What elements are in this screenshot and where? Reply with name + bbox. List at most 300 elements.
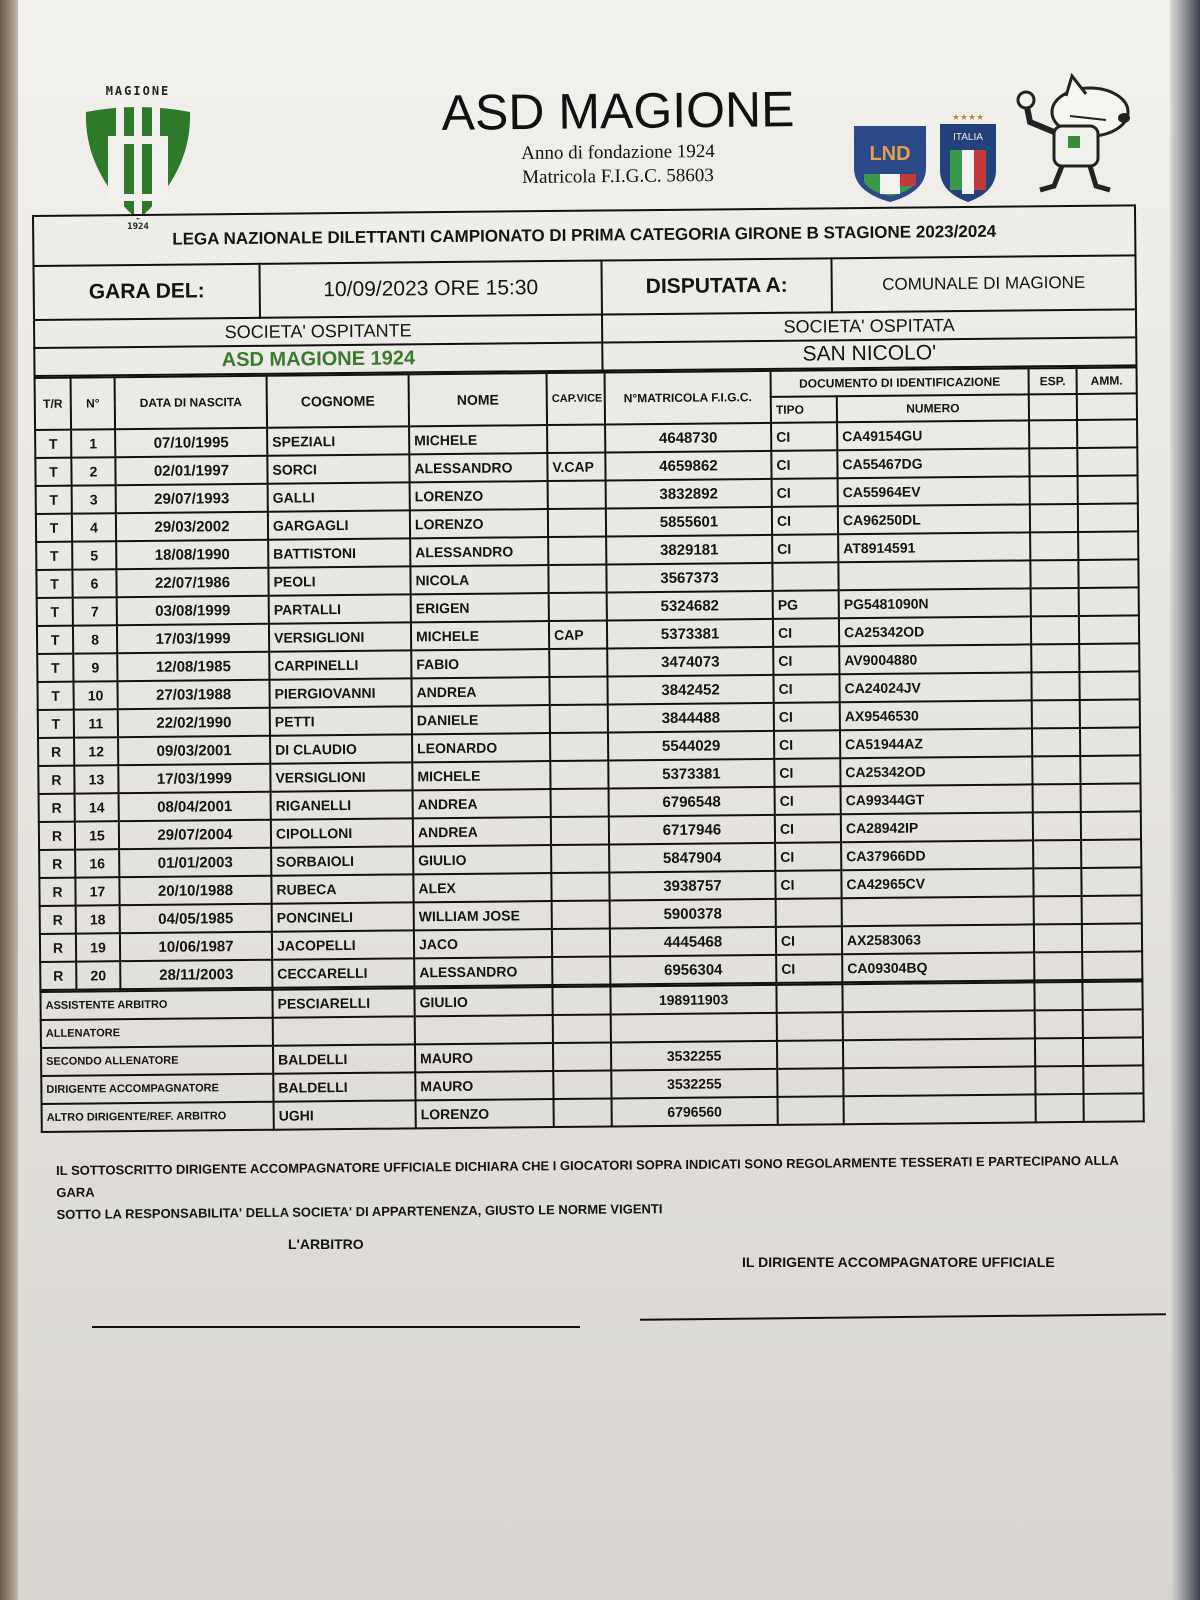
- cell-name: LORENZO: [410, 509, 548, 538]
- cell-dob: 10/06/1987: [120, 932, 272, 961]
- staff-blank-cell[interactable]: [777, 1068, 843, 1097]
- away-team-name: SAN NICOLO': [602, 337, 1136, 370]
- cell-surname: VERSIGLIONI: [270, 762, 412, 791]
- cell-name: GIULIO: [413, 845, 551, 874]
- cell-amm[interactable]: [1080, 727, 1140, 756]
- staff-name: [415, 1015, 553, 1044]
- cell-esp[interactable]: [1029, 420, 1077, 448]
- cell-surname: JACOPELLI: [272, 930, 414, 959]
- staff-blank-cell[interactable]: [842, 982, 1034, 1012]
- cell-tr: R: [39, 794, 75, 822]
- disputata-value: COMUNALE DI MAGIONE: [831, 255, 1136, 312]
- staff-surname: [273, 1016, 415, 1045]
- cell-name: ALESSANDRO: [414, 957, 552, 986]
- cell-numero: CA96250DL: [838, 504, 1030, 534]
- cell-matricola: 6796548: [609, 787, 775, 817]
- cell-tr: R: [38, 766, 74, 794]
- cell-matricola: 3842452: [607, 675, 773, 705]
- cell-name: LORENZO: [410, 481, 548, 510]
- cell-num: 12: [74, 737, 118, 765]
- cell-amm[interactable]: [1078, 559, 1138, 588]
- cell-cap: [550, 760, 608, 789]
- cell-esp[interactable]: [1033, 840, 1081, 868]
- staff-blank-cell[interactable]: [776, 984, 842, 1013]
- cell-surname: CARPINELLI: [269, 650, 411, 679]
- staff-blank-cell[interactable]: [843, 1094, 1035, 1124]
- cell-esp[interactable]: [1032, 700, 1080, 728]
- cell-amm[interactable]: [1082, 895, 1142, 924]
- cell-tipo: CI: [772, 534, 838, 563]
- cell-matricola: 4648730: [605, 423, 771, 453]
- cell-name: ANDREA: [413, 789, 551, 818]
- cell-surname: RUBECA: [271, 874, 413, 903]
- cell-tipo: CI: [775, 842, 841, 871]
- cell-surname: PEOLI: [268, 566, 410, 595]
- cell-tipo: CI: [774, 730, 840, 759]
- cell-surname: PARTALLI: [269, 594, 411, 623]
- cell-dob: 01/01/2003: [119, 848, 271, 877]
- staff-blank-cell[interactable]: [1035, 1038, 1083, 1066]
- cell-surname: CECCARELLI: [272, 958, 414, 987]
- cell-tipo: CI: [776, 954, 842, 983]
- cell-esp[interactable]: [1034, 952, 1082, 980]
- crest-year: 1924: [127, 222, 149, 232]
- cell-tr: R: [39, 822, 75, 850]
- cell-tr: R: [40, 962, 76, 990]
- cell-esp[interactable]: [1031, 672, 1079, 700]
- cell-dob: 27/03/1988: [117, 680, 269, 709]
- staff-blank-cell[interactable]: [843, 1038, 1035, 1068]
- cell-cap: [551, 872, 609, 901]
- cell-surname: VERSIGLIONI: [269, 622, 411, 651]
- cell-cap: [551, 816, 609, 845]
- cell-cap: [549, 676, 607, 705]
- home-team-label: SOCIETA' OSPITANTE: [34, 315, 602, 348]
- cell-name: DANIELE: [412, 705, 550, 734]
- cell-cap: [549, 648, 607, 677]
- svg-text:★★★★: ★★★★: [951, 112, 985, 122]
- cell-tipo: CI: [774, 702, 840, 731]
- cell-esp[interactable]: [1030, 476, 1078, 504]
- cell-surname: PIERGIOVANNI: [269, 678, 411, 707]
- match-sheet-form: [32, 204, 1153, 1133]
- staff-table: [39, 980, 1144, 1133]
- cell-name: MICHELE: [412, 761, 550, 790]
- col-cap: CAP.VICE: [547, 373, 605, 426]
- league-title: LEGA NAZIONALE DILETTANTI CAMPIONATO DI PRIMA CATEGORIA GIRONE B STAGIONE 2023/2024: [33, 205, 1135, 266]
- cell-dob: 17/03/1999: [118, 764, 270, 793]
- svg-text:LND: LND: [869, 143, 911, 165]
- cell-num: 14: [75, 793, 119, 821]
- col-surname: COGNOME: [267, 374, 409, 427]
- cell-amm[interactable]: [1078, 475, 1138, 504]
- cell-esp[interactable]: [1030, 560, 1078, 588]
- staff-role: DIRIGENTE ACCOMPAGNATORE: [41, 1074, 273, 1104]
- cell-esp[interactable]: [1030, 532, 1078, 560]
- cell-amm[interactable]: [1082, 951, 1142, 980]
- staff-blank-cell[interactable]: [1083, 1065, 1143, 1094]
- cell-amm[interactable]: [1080, 699, 1140, 728]
- cell-tr: T: [38, 710, 74, 738]
- cell-dob: 02/01/1997: [115, 456, 267, 485]
- cell-num: 6: [72, 569, 116, 597]
- cell-matricola: 3938757: [609, 871, 775, 901]
- cell-numero: CA99344GT: [841, 784, 1033, 814]
- cell-tr: T: [37, 626, 73, 654]
- staff-matricola: 3532255: [611, 1069, 777, 1099]
- cell-name: ANDREA: [413, 817, 551, 846]
- staff-name: MAURO: [415, 1071, 553, 1100]
- foundation-year: Anno di fondazione 1924: [521, 140, 715, 165]
- cell-tr: T: [36, 486, 72, 514]
- figc-italia-badge-icon: [936, 112, 1000, 209]
- cell-num: 10: [73, 681, 117, 709]
- cell-esp[interactable]: [1033, 812, 1081, 840]
- cell-name: MICHELE: [409, 425, 547, 454]
- cell-num: 7: [73, 597, 117, 625]
- cell-esp[interactable]: [1034, 896, 1082, 924]
- cell-dob: 12/08/1985: [117, 652, 269, 681]
- cell-surname: SORCI: [267, 454, 409, 483]
- staff-role: ALTRO DIRIGENTE/REF. ARBITRO: [42, 1102, 274, 1132]
- staff-matricola: 198911903: [610, 985, 776, 1015]
- cell-name: LEONARDO: [412, 733, 550, 762]
- cell-matricola: 3844488: [608, 703, 774, 733]
- cell-amm[interactable]: [1081, 867, 1141, 896]
- cell-num: 9: [73, 653, 117, 681]
- cell-surname: SORBAIOLI: [271, 846, 413, 875]
- col-tr: T/R: [35, 378, 71, 430]
- cell-matricola: 3832892: [606, 479, 772, 509]
- cell-numero: CA25342OD: [839, 616, 1031, 646]
- cell-amm[interactable]: [1081, 839, 1141, 868]
- cell-tr: T: [35, 458, 71, 486]
- cell-tr: R: [38, 738, 74, 766]
- cell-cap: [552, 928, 610, 957]
- cell-numero: AT8914591: [838, 532, 1030, 562]
- cell-numero: CA25342OD: [840, 756, 1032, 786]
- cell-name: ALESSANDRO: [409, 453, 547, 482]
- cell-dob: 29/07/2004: [119, 820, 271, 849]
- cell-tipo: [776, 898, 842, 927]
- cell-dob: 22/07/1986: [116, 568, 268, 597]
- cell-matricola: 4659862: [605, 451, 771, 481]
- cell-numero: AV9004880: [839, 644, 1031, 674]
- cell-surname: GARGAGLI: [268, 510, 410, 539]
- cell-cap: [551, 844, 609, 873]
- gara-label: GARA DEL:: [33, 264, 260, 320]
- declaration-line-2: SOTTO LA RESPONSABILITA' DELLA SOCIETA' DI APPARTENENZA, GIUSTO LE NORME VIGENTI: [56, 1201, 663, 1222]
- players-table: [34, 366, 1144, 991]
- cell-matricola: 6956304: [610, 955, 776, 985]
- staff-role: ASSISTENTE ARBITRO: [40, 990, 272, 1020]
- staff-surname: UGHI: [274, 1100, 416, 1129]
- staff-blank-cell[interactable]: [552, 986, 610, 1015]
- declaration-line-1: IL SOTTOSCRITTO DIRIGENTE ACCOMPAGNATORE UFFICIALE DICHIARA CHE I GIOCATORI SOPRA INDICATI SONO REGOLARMENTE TESSERATI E PARTECIPANO ALLA GARA: [56, 1152, 1119, 1200]
- cell-dob: 28/11/2003: [120, 960, 272, 989]
- staff-blank-cell[interactable]: [553, 1014, 611, 1043]
- cell-dob: 22/02/1990: [118, 708, 270, 737]
- cell-num: 5: [72, 541, 116, 569]
- cell-num: 2: [71, 457, 115, 485]
- col-esp-blank: [1029, 394, 1077, 420]
- cell-tipo: CI: [771, 422, 837, 451]
- cell-amm[interactable]: [1080, 755, 1140, 784]
- svg-text:ITALIA: ITALIA: [953, 132, 983, 143]
- col-amm: AMM.: [1077, 367, 1137, 394]
- staff-name: LORENZO: [416, 1099, 554, 1128]
- cell-amm[interactable]: [1079, 615, 1139, 644]
- cell-tipo: CI: [772, 506, 838, 535]
- cell-num: 15: [75, 821, 119, 849]
- staff-blank-cell[interactable]: [777, 1096, 843, 1125]
- cell-amm[interactable]: [1077, 447, 1137, 476]
- cell-esp[interactable]: [1033, 784, 1081, 812]
- cell-matricola: 5544029: [608, 731, 774, 761]
- cell-name: WILLIAM JOSE: [414, 901, 552, 930]
- staff-blank-cell[interactable]: [777, 1040, 843, 1069]
- staff-blank-cell[interactable]: [777, 1012, 843, 1041]
- staff-surname: BALDELLI: [273, 1072, 415, 1101]
- cell-tipo: PG: [773, 590, 839, 619]
- cell-esp[interactable]: [1032, 728, 1080, 756]
- cell-cap: [551, 788, 609, 817]
- crest-name: MAGIONE: [105, 84, 171, 98]
- club-title: ASD MAGIONE: [441, 81, 795, 141]
- cell-esp[interactable]: [1032, 756, 1080, 784]
- cell-name: MICHELE: [411, 621, 549, 650]
- cell-num: 1: [71, 429, 115, 457]
- signature-label-referee: L'ARBITRO: [288, 1236, 364, 1252]
- cell-name: JACO: [414, 929, 552, 958]
- cell-dob: 29/07/1993: [116, 484, 268, 513]
- cell-esp[interactable]: [1029, 448, 1077, 476]
- cell-num: 20: [76, 961, 120, 989]
- staff-blank-cell[interactable]: [1082, 981, 1142, 1010]
- cell-cap: [548, 481, 606, 510]
- cell-name: ANDREA: [411, 677, 549, 706]
- cell-numero: [842, 896, 1034, 926]
- away-team-label: SOCIETA' OSPITATA: [602, 309, 1136, 342]
- cell-matricola: 5373381: [608, 759, 774, 789]
- declaration: [56, 1150, 1147, 1226]
- cell-cap: [548, 537, 606, 566]
- cell-tr: R: [39, 850, 75, 878]
- cell-tipo: CI: [774, 758, 840, 787]
- cell-matricola: 5324682: [607, 591, 773, 621]
- cell-amm[interactable]: [1081, 811, 1141, 840]
- cell-tr: T: [35, 430, 71, 458]
- cell-amm[interactable]: [1078, 531, 1138, 560]
- cell-matricola: 4445468: [610, 927, 776, 957]
- cell-amm[interactable]: [1079, 643, 1139, 672]
- col-numero: NUMERO: [837, 394, 1029, 422]
- cell-tipo: CI: [772, 478, 838, 507]
- cell-cap: [550, 704, 608, 733]
- cell-cap: [552, 900, 610, 929]
- staff-blank-cell[interactable]: [553, 1042, 611, 1071]
- cell-tipo: CI: [775, 814, 841, 843]
- staff-blank-cell[interactable]: [1035, 1066, 1083, 1094]
- cell-cap: V.CAP: [547, 453, 605, 482]
- cell-cap: [548, 565, 606, 594]
- cell-dob: 20/10/1988: [119, 876, 271, 905]
- cell-num: 16: [75, 849, 119, 877]
- cell-esp[interactable]: [1033, 868, 1081, 896]
- cell-tr: R: [40, 934, 76, 962]
- cell-tr: T: [37, 654, 73, 682]
- cell-esp[interactable]: [1031, 644, 1079, 672]
- cell-esp[interactable]: [1030, 504, 1078, 532]
- cell-matricola: 3474073: [607, 647, 773, 677]
- cell-tipo: CI: [773, 646, 839, 675]
- cell-tipo: CI: [776, 926, 842, 955]
- col-dob: DATA DI NASCITA: [115, 376, 267, 429]
- cell-dob: 09/03/2001: [118, 736, 270, 765]
- cell-numero: AX2583063: [842, 924, 1034, 954]
- staff-matricola: 3532255: [611, 1041, 777, 1071]
- staff-surname: PESCIARELLI: [272, 988, 414, 1017]
- cell-cap: CAP: [549, 620, 607, 649]
- staff-role: SECONDO ALLENATORE: [41, 1046, 273, 1076]
- cell-numero: CA37966DD: [841, 840, 1033, 870]
- cell-tipo: [772, 562, 838, 591]
- cell-num: 11: [74, 709, 118, 737]
- col-doc: DOCUMENTO DI IDENTIFICAZIONE: [771, 368, 1029, 396]
- cell-amm[interactable]: [1081, 783, 1141, 812]
- staff-blank-cell[interactable]: [554, 1098, 612, 1127]
- cell-tipo: CI: [771, 450, 837, 479]
- cell-dob: 29/03/2002: [116, 512, 268, 541]
- cell-matricola: 5847904: [609, 843, 775, 873]
- cell-numero: [838, 560, 1030, 590]
- cell-num: 13: [74, 765, 118, 793]
- staff-blank-cell[interactable]: [843, 1066, 1035, 1096]
- staff-blank-cell[interactable]: [1035, 1010, 1083, 1038]
- cell-tr: R: [40, 906, 76, 934]
- cell-matricola: 3567373: [606, 563, 772, 593]
- cell-esp[interactable]: [1034, 924, 1082, 952]
- staff-blank-cell[interactable]: [843, 1010, 1035, 1040]
- staff-blank-cell[interactable]: [553, 1070, 611, 1099]
- cell-num: 19: [76, 933, 120, 961]
- cell-num: 3: [72, 485, 116, 513]
- col-amm-blank: [1077, 393, 1137, 420]
- cell-amm[interactable]: [1082, 923, 1142, 952]
- figc-matricola: Matricola F.I.G.C. 58603: [522, 164, 714, 189]
- cell-matricola: 6717946: [609, 815, 775, 845]
- cell-surname: RIGANELLI: [271, 790, 413, 819]
- cell-esp[interactable]: [1031, 616, 1079, 644]
- cell-tr: T: [36, 514, 72, 542]
- cell-dob: 18/08/1990: [116, 540, 268, 569]
- signature-line-referee[interactable]: [92, 1326, 580, 1328]
- cell-tr: T: [36, 542, 72, 570]
- cell-dob: 07/10/1995: [115, 428, 267, 457]
- cell-amm[interactable]: [1078, 503, 1138, 532]
- col-matricola: N°MATRICOLA F.I.G.C.: [605, 371, 771, 425]
- staff-matricola: [611, 1013, 777, 1043]
- staff-name: GIULIO: [414, 987, 552, 1016]
- cell-numero: CA24024JV: [839, 672, 1031, 702]
- cell-name: ALESSANDRO: [410, 537, 548, 566]
- cell-cap: [547, 425, 605, 454]
- lnd-badge-icon: [850, 122, 930, 209]
- cell-tipo: CI: [775, 870, 841, 899]
- cell-dob: 17/03/1999: [117, 624, 269, 653]
- cell-numero: CA51944AZ: [840, 728, 1032, 758]
- background-right-edge: [1170, 0, 1200, 1600]
- staff-blank-cell[interactable]: [1083, 1037, 1143, 1066]
- header-table: [32, 204, 1138, 377]
- cell-tr: R: [39, 878, 75, 906]
- cell-amm[interactable]: [1079, 671, 1139, 700]
- cell-tipo: CI: [775, 786, 841, 815]
- cell-numero: PG5481090N: [839, 588, 1031, 618]
- staff-blank-cell[interactable]: [1035, 1094, 1083, 1122]
- gara-value: 10/09/2023 ORE 15:30: [259, 261, 602, 318]
- cell-numero: CA55467DG: [837, 448, 1029, 478]
- mascot-dog-icon: [1010, 72, 1140, 207]
- cell-dob: 04/05/1985: [120, 904, 272, 933]
- staff-blank-cell[interactable]: [1083, 1009, 1143, 1038]
- cell-numero: CA28942IP: [841, 812, 1033, 842]
- cell-amm[interactable]: [1079, 587, 1139, 616]
- col-num: N°: [71, 377, 115, 429]
- cell-tr: T: [37, 682, 73, 710]
- cell-name: FABIO: [411, 649, 549, 678]
- cell-cap: [548, 509, 606, 538]
- cell-name: ALEX: [413, 873, 551, 902]
- cell-numero: AX9546530: [840, 700, 1032, 730]
- staff-name: MAURO: [415, 1043, 553, 1072]
- cell-amm[interactable]: [1077, 419, 1137, 448]
- cell-surname: SPEZIALI: [267, 426, 409, 455]
- cell-tr: T: [36, 570, 72, 598]
- col-tipo: TIPO: [771, 396, 837, 423]
- staff-blank-cell[interactable]: [1083, 1093, 1143, 1122]
- cell-tr: T: [37, 598, 73, 626]
- cell-cap: [552, 956, 610, 985]
- cell-dob: 08/04/2001: [119, 792, 271, 821]
- disputata-label: DISPUTATA A:: [601, 258, 832, 314]
- badges-group: [850, 72, 1150, 212]
- cell-matricola: 3829181: [606, 535, 772, 565]
- cell-tipo: CI: [773, 674, 839, 703]
- cell-cap: [550, 732, 608, 761]
- col-esp: ESP.: [1029, 368, 1077, 394]
- col-name: NOME: [409, 373, 547, 426]
- cell-numero: CA42965CV: [841, 868, 1033, 898]
- cell-num: 18: [76, 905, 120, 933]
- cell-cap: [549, 593, 607, 622]
- cell-esp[interactable]: [1031, 588, 1079, 616]
- cell-num: 8: [73, 625, 117, 653]
- staff-role: ALLENATORE: [41, 1018, 273, 1048]
- cell-numero: CA09304BQ: [842, 952, 1034, 982]
- shield-logo-icon: [82, 102, 194, 222]
- cell-name: NICOLA: [410, 565, 548, 594]
- staff-matricola: 6796560: [612, 1097, 778, 1127]
- staff-blank-cell[interactable]: [1034, 982, 1082, 1010]
- cell-matricola: 5373381: [607, 619, 773, 649]
- signature-label-manager: IL DIRIGENTE ACCOMPAGNATORE UFFICIALE: [742, 1254, 1055, 1270]
- home-team-name: ASD MAGIONE 1924: [34, 343, 602, 376]
- cell-tipo: CI: [773, 618, 839, 647]
- cell-surname: PONCINELI: [272, 902, 414, 931]
- cell-surname: CIPOLLONI: [271, 818, 413, 847]
- cell-surname: PETTI: [270, 706, 412, 735]
